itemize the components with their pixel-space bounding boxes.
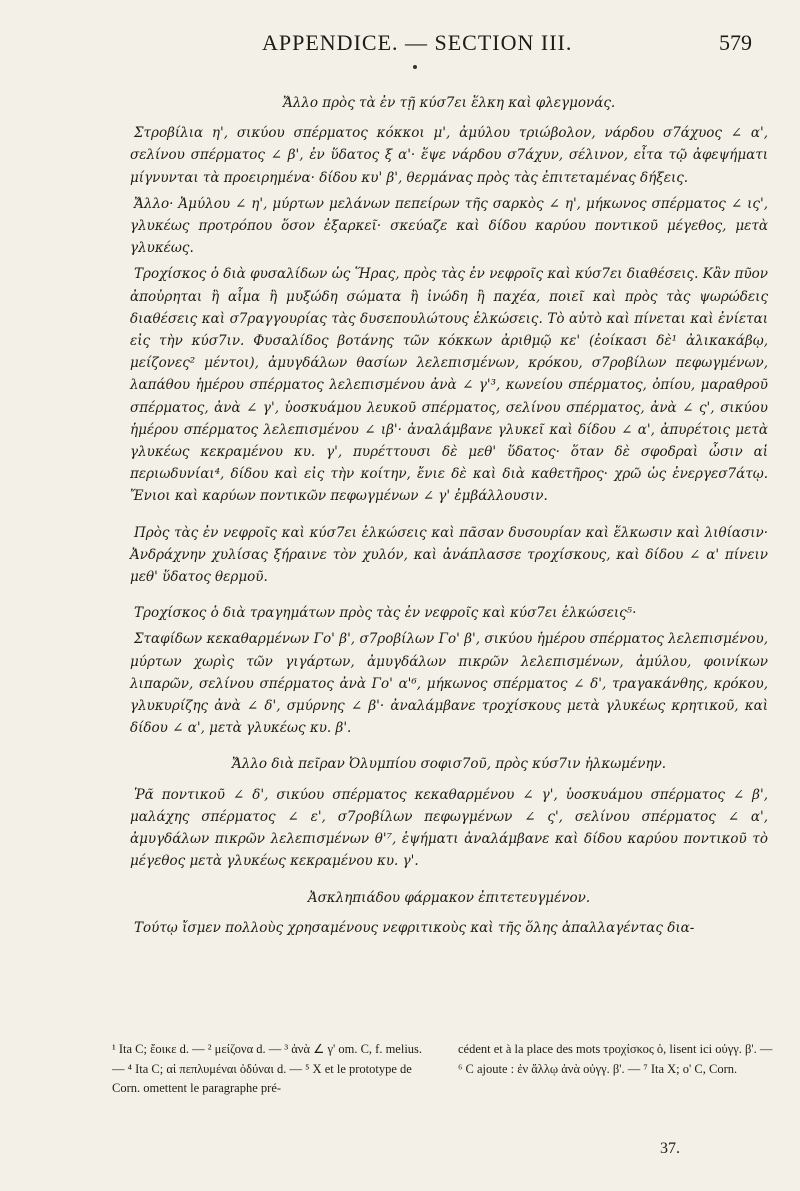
- running-head: APPENDICE. — SECTION III.: [262, 30, 573, 55]
- main-text: [130, 88, 768, 939]
- paragraph-7: Ῥᾶ ποντικοῦ ∠ δ', σικύου σπέρματος κεκαθαρμένου ∠ γ', ὑοσκυάμου σπέρματος ∠ β', μαλάχης σπέρματος ∠ ε', σ7ροβίλων πεφωγμένων ∠ ς', σελίνου σπέρματος ∠ α', ἀμυγδάλων πικρῶν λελεπισμένων θ'⁷, ἑψήματι ἀναλάμβανε καὶ δίδου καρύου ποντικοῦ τὸ μέγεθος μετὰ γλυκέως κεκραμένου κυ. γ'.: [130, 786, 768, 870]
- section-heading-1: Ἄλλο πρὸς τὰ ἐν τῇ κύσ7ει ἕλκη καὶ φλεγμονάς.: [282, 95, 616, 111]
- ornament-dot: [413, 65, 417, 69]
- paragraph-2: Ἄλλο· Ἀμύλου ∠ η', μύρτων μελάνων πεπείρων τῆς σαρκὸς ∠ η', μήκωνος σπέρματος ∠ ις', γλυκέως προτρόπου ὅσον ἐξαρκεῖ· σκεύαζε καὶ δίδου καρύου ποντικοῦ μέγεθος, μετὰ γλυκέως.: [130, 195, 768, 257]
- section-heading-2: Ἄλλο διὰ πεῖραν Ὀλυμπίου σοφισ7οῦ, πρὸς κύσ7ιν ἡλκωμένην.: [231, 756, 667, 773]
- footnote-column-right: cédent et à la place des mots τροχίσκος ὁ, lisent ici οὐγγ. β'. — ⁶ C ajoute : ἐν ἄλλῳ ἀνὰ οὐγγ. β'. — ⁷ Ita X; ο' C, Corn.: [458, 1042, 773, 1076]
- paragraph-4: Πρὸς τὰς ἐν νεφροῖς καὶ κύσ7ει ἑλκώσεις καὶ πᾶσαν δυσουρίαν καὶ ἕλκωσιν καὶ λιθίασιν· Ἀνδράχνην χυλίσας ξήραινε τὸν χυλόν, καὶ ἀνάπλασσε τροχίσκους, καὶ δίδου ∠ α' πίνειν μεθ' ὕδατος θερμοῦ.: [130, 524, 768, 586]
- paragraph-8: Τούτῳ ἴσμεν πολλοὺς χρησαμένους νεφριτικοὺς καὶ τῆς ὅλης ἀπαλλαγέντας δια-: [134, 919, 695, 936]
- section-heading-3: Ἀσκληπιάδου φάρμακον ἐπιτετευγμένον.: [307, 889, 591, 906]
- paragraph-3: Τροχίσκος ὁ διὰ φυσαλίδων ὡς Ἥρας, πρὸς τὰς ἐν νεφροῖς καὶ κύσ7ει διαθέσεις. Κἂν πῦον ἀποὐρηται ἢ αἷμα ἢ μυξώδη σώματα ἢ ἰνώδη ἢ παχέα, ποιεῖ καὶ πρὸς τὰς ψωρώδεις διαθέσεις καὶ σ7ραγγουρίας τὰς δυσεπουλώτους ἑλκώσεις. Τὸ αὐτὸ καὶ πίνεται καὶ ἐνίεται εἰς τὴν κύσ7ιν. Φυσαλίδος βοτάνης τῶν κόκκων ἀριθμῷ κε' (ἐοίκασι δὲ¹ ἀλικακάβῳ, μείζονες² μέντοι), ἀμυγδάλων θασίων λελεπισμένων, κρόκου, σ7ροβίλων πεφωγμένων, λαπάθου ἡμέρου σπέρματος λελεπισμένου ἀνὰ ∠ γ'³, κωνείου σπέρματος, ὀπίου, μαραθροῦ σπέρματος, ἀνὰ ∠ γ', ὑοσκυάμου λευκοῦ σπέρματος, σελίνου σπέρματος, ἀνὰ ∠ ς', σικύου ἡμέρου σπέρματος λελεπισμένου ∠ ιβ'· ἀναλάμβανε γλυκεῖ καὶ δίδου ∠ α', ἀπυρέτοις μετὰ γλυκέως κεκραμένου κυ. γ', πυρέττουσι δὲ μεθ' ὕδατος· ὅταν δὲ σφοδραὶ ὦσιν αἱ περιωδυνίαι⁴, δίδου καὶ εἰς τὴν κοίτην, ἔνιε δὲ καὶ διὰ καθετῆρος· χρῶ ὡς ἐνεργεσ7άτῳ. Ἔνιοι καὶ καρύων ποντικῶν πεφωγμένων ∠ γ' ἐμβάλλουσιν.: [130, 266, 768, 505]
- signature-mark: 37.: [660, 1140, 680, 1157]
- page-number: 579: [719, 30, 752, 55]
- paragraph-6: Σταφίδων κεκαθαρμένων Γο' β', σ7ροβίλων Γο' β', σικύου ἡμέρου σπέρματος λελεπισμένου, μύρτων χωρὶς τῶν γιγάρτων, ἀμυγδάλων πικρῶν λελεπισμένων, ἀμύλου, φοινίκων λιπαρῶν, σελίνου σπέρματος ἀνὰ Γο' α'⁶, μήκωνος σπέρματος ∠ δ', τραγακάνθης, κρόκου, γλυκυρίζης ἀνὰ ∠ δ', σμύρνης ∠ β'· ἀναλάμβανε τροχίσκους μετὰ γλυκέως κρητικοῦ, καὶ δίδου ∠ α', μετὰ γλυκέως κυ. β'.: [130, 631, 768, 737]
- paragraph-5: Τροχίσκος ὁ διὰ τραγημάτων πρὸς τὰς ἐν νεφροῖς καὶ κύσ7ει ἑλκώσεις⁵·: [134, 605, 637, 622]
- paragraph-1: Στροβίλια η', σικύου σπέρματος κόκκοι μ', ἀμύλου τριώβολον, νάρδου σ7άχυος ∠ α', σελίνου σπέρματος ∠ β', ἐν ὕδατος ξ α'· ἕψε νάρδου σ7άχυν, σέλινον, εἶτα τῷ ἀφεψήματι μίγνυνται τὰ προειρημένα· δίδου κυ' β', θερμάνας πρὸς τὰς ἐπιτεταμένας δήξεις.: [130, 125, 768, 186]
- footnote-column-left: ¹ Ita C; ἔοικε d. — ² μείζονα d. — ³ ἀνὰ ∠ γ' om. C, f. melius. — ⁴ Ita C; αἱ πεπλυμέναι ὀδύναι d. — ⁵ X et le prototype de Corn. omettent le paragraphe pré-: [112, 1042, 423, 1095]
- page-header: [0, 30, 800, 60]
